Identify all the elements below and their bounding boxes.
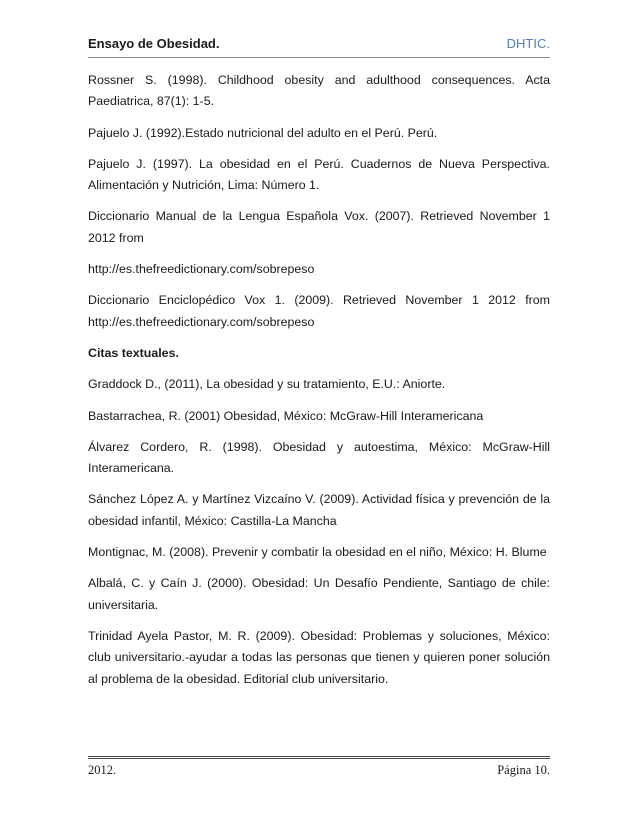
reference-diccionario-manual: Diccionario Manual de la Lengua Española Vox. (2007). Retrieved November 1 2012 from — [88, 209, 550, 245]
header-org: DHTIC. — [506, 36, 550, 51]
page-body — [88, 70, 550, 700]
citation-bastarrachea: Bastarrachea, R. (2001) Obesidad, México: McGraw-Hill Interamericana — [88, 408, 484, 423]
citation-alvarez: Álvarez Cordero, R. (1998). Obesidad y autoestima, México: McGraw-Hill Interamericana. — [88, 439, 550, 476]
section-heading: Citas textuales. — [88, 345, 179, 360]
page-header — [88, 36, 550, 56]
citation-albala: Albalá, C. y Caín J. (2000). Obesidad: Un Desafío Pendiente, Santiago de chile: universitaria. — [88, 576, 550, 612]
citation-graddock: Graddock D., (2011), La obesidad y su tratamiento, E.U.: Aniorte. — [88, 377, 446, 392]
header-divider — [88, 57, 550, 58]
citation-montignac: Montignac, M. (2008). Prevenir y combatir la obesidad en el niño, México: H. Blume — [88, 545, 547, 560]
reference-url: http://es.thefreedictionary.com/sobrepeso — [88, 262, 315, 277]
reference-pajuelo-1992: Pajuelo J. (1992).Estado nutricional del adulto en el Perú. Perú. — [88, 125, 438, 140]
page-footer — [88, 763, 550, 781]
footer-divider — [88, 756, 550, 759]
citation-sanchez: Sánchez López A. y Martínez Vizcaíno V. (2009). Actividad física y prevención de la obesidad infantil, México: Castilla-La Mancha — [88, 492, 550, 528]
citation-trinidad: Trinidad Ayela Pastor, M. R. (2009). Obesidad: Problemas y soluciones, México: club universitario.-ayudar a todas las personas que tienen y quieren poner solución al problema de la obesidad. Editorial club universitario. — [88, 628, 550, 686]
header-title: Ensayo de Obesidad. — [88, 36, 220, 51]
document-page — [88, 0, 550, 826]
reference-pajuelo-1997: Pajuelo J. (1997). La obesidad en el Perú. Cuadernos de Nueva Perspectiva. Alimentación y Nutrición, Lima: Número 1. — [88, 156, 550, 193]
reference-diccionario-enciclopedico: Diccionario Enciclopédico Vox 1. (2009). Retrieved November 1 2012 from http://es.thefreedictionary.com/sobrepeso — [88, 293, 550, 329]
reference-rossner: Rossner S. (1998). Childhood obesity and adulthood consequences. Acta Paediatrica, 87(1): 1-5. — [88, 73, 550, 109]
page-number: Página 10. — [497, 763, 550, 777]
footer-year: 2012. — [88, 763, 117, 777]
